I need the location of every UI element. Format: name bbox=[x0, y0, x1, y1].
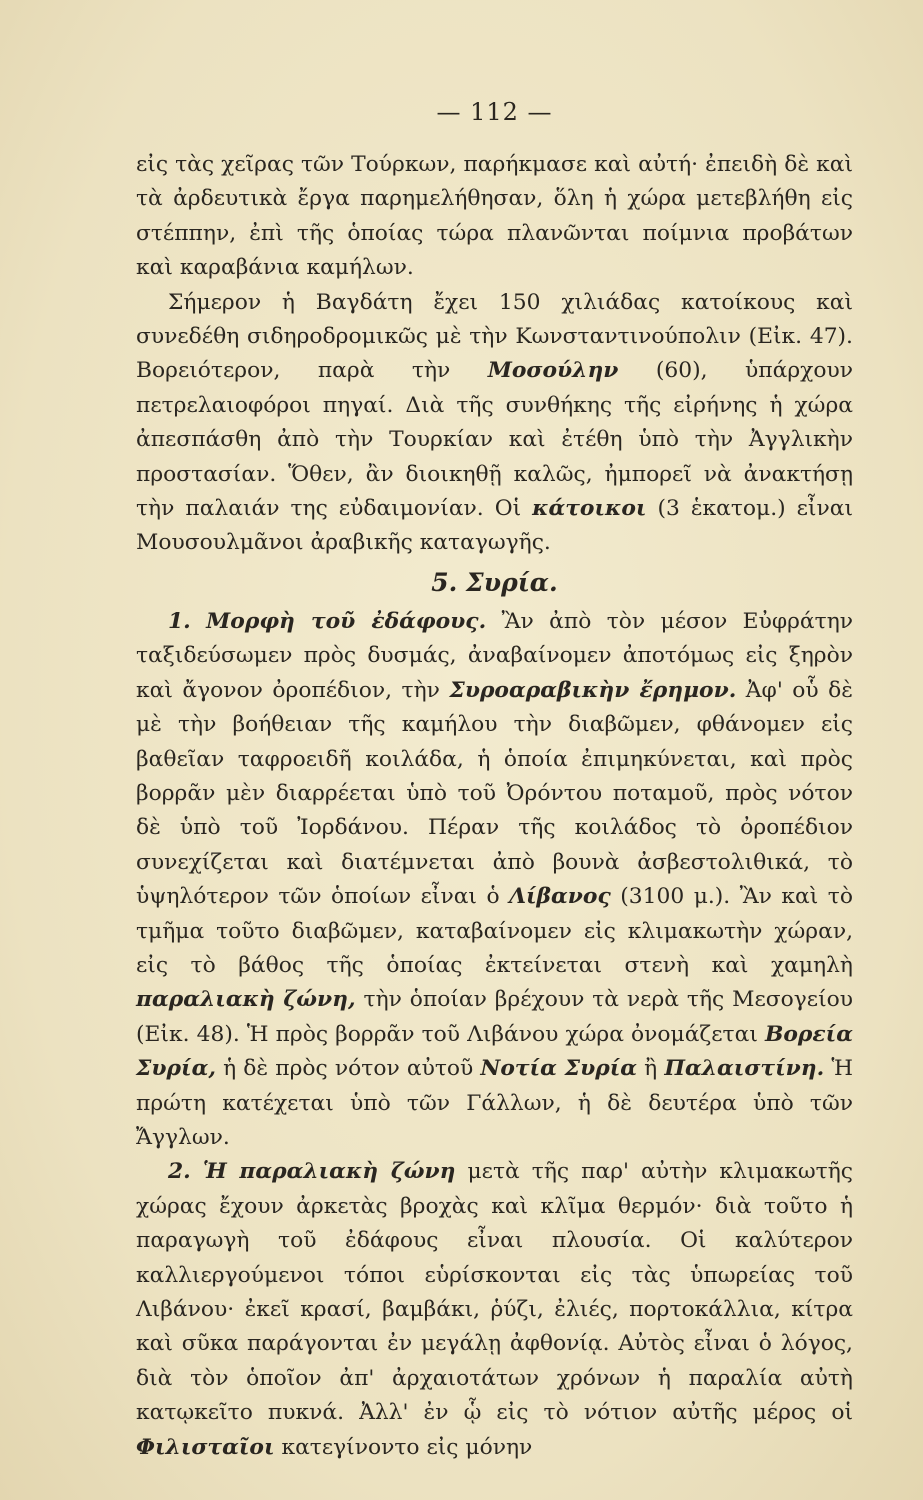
text-run: κατεγίνοντο εἰς μόνην bbox=[274, 1434, 533, 1460]
emphasis-coastal-zone: παραλιακὴ ζώνη, bbox=[136, 987, 356, 1013]
text-run: (3100 μ.). Ἂν καὶ τὸ τμῆμα τοῦτο διαβῶμεν, καταβαίνομεν εἰς κλιμακωτὴν χώραν, εἰς τὸ βάθος τῆς ὁποίας ἐκτείνεται στενὴ καὶ χαμηλὴ bbox=[136, 884, 853, 978]
text-run: τὴν ὁποίαν βρέχουν τὰ νερὰ τῆς Μεσογείου (Εἰκ. 48). Ἡ πρὸς βορρᾶν τοῦ Λιβάνου χώρα ὀνομάζεται bbox=[136, 987, 853, 1047]
text-run: Ἂν ἀπὸ τὸν μέσον Εὐφράτην ταξιδεύσωμεν πρὸς δυσμάς, ἀναβαίνομεν ἀποτόμως εἰς ξηρὸν καὶ ἄγονον ὀροπέδιον, τὴν bbox=[136, 608, 853, 703]
subheading-relief: Μορφὴ τοῦ ἐδάφους. bbox=[206, 608, 487, 634]
subheading-coastal: Ἡ παραλιακὴ ζώνη bbox=[202, 1159, 456, 1185]
emphasis-north-syria: Βορεία Συρία, bbox=[136, 1021, 853, 1082]
paragraph-1: εἰς τὰς χεῖρας τῶν Τούρκων, παρήκμασε καὶ αὐτή· ἐπειδὴ δὲ καὶ τὰ ἀρδευτικὰ ἔργα παρημελήθησαν, ὅλη ἡ χώρα μετεβλήθη εἰς στέππην, ἐπὶ τῆς ὁποίας τώρα πλανῶνται ποίμνια προβάτων καὶ καραβάνια καμήλων. bbox=[136, 152, 853, 281]
text-run: μετὰ τῆς παρ' αὐτὴν κλιμακωτῆς χώρας ἔχουν ἀρκετὰς βροχὰς καὶ κλῖμα θερμόν· διὰ τοῦτο ἡ παραγωγὴ τοῦ ἐδάφους εἶναι πλουσία. Οἱ καλύτερον καλλιεργούμενοι τόποι εὑρίσκονται εἰς τὰς ὑπωρείας τοῦ Λιβάνου· ἐκεῖ κρασί, βαμβάκι, ῥύζι, ἐλιές, πορτοκάλλια, κίτρα καὶ σῦκα παράγονται ἐν μεγάλῃ ἀφθονίᾳ. Αὐτὸς εἶναι ὁ λόγος, διὰ τὸν ὁποῖον ἀπ' ἀρχαιοτάτων χρόνων ἡ παραλία αὐτὴ κατῳκεῖτο πυκνά. Ἀλλ' ἐν ᾧ εἰς τὸ νότιον αὐτῆς μέρος οἱ bbox=[136, 1159, 854, 1426]
page-number: — 112 — bbox=[436, 98, 553, 126]
paragraph-4 bbox=[136, 1155, 853, 1465]
paragraph-2 bbox=[136, 286, 853, 561]
text-run: Σήμερον ἡ Βαγδάτη ἔχει 150 χιλιάδας κατοίκους καὶ συνεδέθη σιδηροδρομικῶς μὲ τὴν Κωνσταντινούπολιν (Εἰκ. 47). Βορειότερον, παρὰ τὴν bbox=[136, 289, 853, 384]
emphasis-mosul: Μοσούλην bbox=[487, 358, 619, 384]
paragraph-3 bbox=[136, 605, 853, 1156]
page-body bbox=[136, 148, 853, 1465]
emphasis-desert: Συροαραβικὴν ἔρημον. bbox=[449, 677, 737, 703]
text-run: (60), ὑπάρχουν πετρελαιοφόροι πηγαί. Διὰ τῆς συνθήκης τῆς εἰρήνης ἡ χώρα ἀπεσπάσθη ἀπὸ τὴν Τουρκίαν καὶ ἐτέθη ὑπὸ τὴν Ἀγγλικὴν προστασίαν. Ὅθεν, ἂν διοικηθῇ καλῶς, ἠμπορεῖ νὰ ἀνακτήσῃ τὴν παλαιάν της εὐδαιμονίαν. Οἱ bbox=[136, 358, 853, 522]
item-number: 1. bbox=[168, 608, 191, 634]
text-run: Ἡ πρώτη κατέχεται ὑπὸ τῶν Γάλλων, ἡ δὲ δευτέρα ὑπὸ τῶν Ἄγγλων. bbox=[136, 1056, 853, 1150]
emphasis-south-syria: Νοτία Συρία bbox=[480, 1056, 638, 1082]
emphasis-philistines: Φιλισταῖοι bbox=[136, 1434, 275, 1460]
emphasis-palestine: Παλαιστίνη. bbox=[664, 1056, 825, 1082]
emphasis-katoikoi: κάτοικοι bbox=[532, 496, 647, 522]
section-heading: 5. Συρία. bbox=[431, 567, 558, 597]
item-number: 2. bbox=[168, 1159, 191, 1185]
emphasis-lebanon: Λίβανος bbox=[509, 884, 611, 910]
text-run: ἢ bbox=[637, 1056, 665, 1082]
text-run: Ἀφ' οὗ δὲ μὲ τὴν βοήθειαν τῆς καμήλου τὴν διαβῶμεν, φθάνομεν εἰς βαθεῖαν ταφροειδῆ κοιλάδα, ἡ ὁποία ἐπιμηκύνεται, καὶ πρὸς βορρᾶν μὲν διαρρέεται ὑπὸ τοῦ Ὀρόντου ποταμοῦ, πρὸς νότον δὲ ὑπὸ τοῦ Ἰορδάνου. Πέραν τῆς κοιλάδος τὸ ὀροπέδιον συνεχίζεται καὶ διατέμνεται ἀπὸ βουνὰ ἀσβεστολιθικά, τὸ ὑψηλότερον τῶν ὁποίων εἶναι ὁ bbox=[136, 677, 853, 910]
text-run: (3 ἑκατομ.) εἶναι Μουσουλμᾶνοι ἀραβικῆς καταγωγῆς. bbox=[136, 496, 853, 556]
text-run: ἡ δὲ πρὸς νότον αὐτοῦ bbox=[215, 1056, 481, 1082]
